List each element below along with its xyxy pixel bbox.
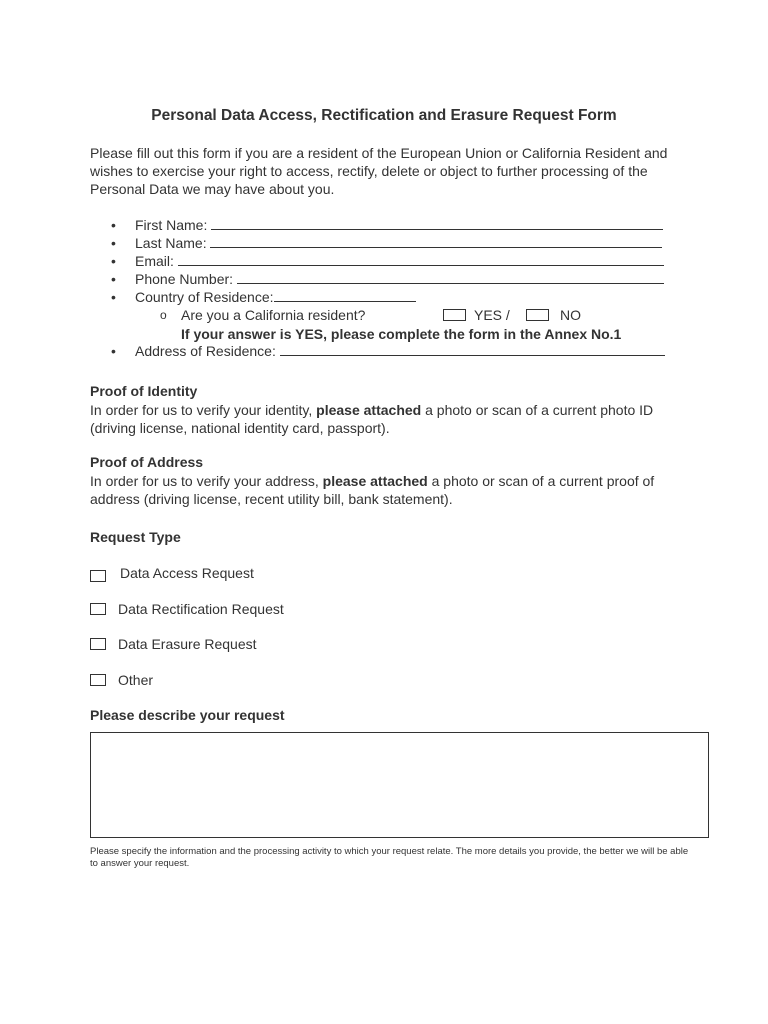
list-item <box>0 234 768 252</box>
last-name-field[interactable] <box>210 234 662 248</box>
email-label: Email: <box>135 253 174 269</box>
other-checkbox[interactable] <box>90 674 106 686</box>
access-label: Data Access Request <box>120 565 254 581</box>
erasure-checkbox[interactable] <box>90 638 106 650</box>
list-item <box>0 216 768 234</box>
proof-address-text: In order for us to verify your address, please attached a photo or scan of a current proof of address (driving license, recent utility bill, bank statement). <box>90 473 655 507</box>
bullet-icon: • <box>111 343 116 359</box>
bullet-icon: • <box>111 253 116 269</box>
bullet-icon: • <box>111 235 116 251</box>
proof-identity-text: In order for us to verify your identity, please attached a photo or scan of a current photo ID (driving license, national identity card, passport). <box>90 402 654 436</box>
request-type-heading: Request Type <box>90 529 181 545</box>
list-item <box>0 342 768 360</box>
other-label: Other <box>118 672 154 688</box>
bullet-icon: • <box>111 217 116 233</box>
bullet-icon: • <box>111 289 116 305</box>
proof-address-heading: Proof of Address <box>90 454 204 470</box>
bullet-icon: • <box>111 271 116 287</box>
access-checkbox[interactable] <box>90 570 106 582</box>
intro-paragraph: Please fill out this form if you are a resident of the European Union or California Resident and wishes to exercise your right to access, rectify, delete or object to further processing of the Personal Data we may have about you. <box>90 145 668 197</box>
list-item <box>0 252 768 270</box>
no-checkbox[interactable] <box>526 309 549 321</box>
email-field[interactable] <box>178 252 664 266</box>
first-name-field[interactable] <box>211 216 663 230</box>
request-description-textarea[interactable] <box>90 732 709 838</box>
california-question: Are you a California resident? <box>181 307 366 323</box>
address-label: Address of Residence: <box>135 343 276 359</box>
proof-identity-heading: Proof of Identity <box>90 383 198 399</box>
address-field[interactable] <box>280 342 665 356</box>
rectification-checkbox[interactable] <box>90 603 106 615</box>
yes-label: YES / <box>474 307 510 323</box>
sub-bullet-icon: o <box>160 308 167 322</box>
list-item <box>0 324 768 342</box>
california-note: If your answer is YES, please complete the form in the Annex No.1 <box>181 326 622 342</box>
country-field[interactable] <box>274 288 416 302</box>
phone-field[interactable] <box>237 270 664 284</box>
list-item <box>0 288 768 306</box>
first-name-label: First Name: <box>135 217 208 233</box>
page-title: Personal Data Access, Rectification and Erasure Request Form <box>151 107 617 124</box>
footnote: Please specify the information and the processing activity to which your request relate. The more details you provide, the better we will be able to answer your request. <box>90 846 689 869</box>
yes-checkbox[interactable] <box>443 309 466 321</box>
describe-heading: Please describe your request <box>90 707 285 723</box>
last-name-label: Last Name: <box>135 235 207 251</box>
rectification-label: Data Rectification Request <box>118 601 284 617</box>
no-label: NO <box>560 307 581 323</box>
country-label: Country of Residence: <box>135 289 274 305</box>
erasure-label: Data Erasure Request <box>118 636 257 652</box>
list-item <box>0 270 768 288</box>
list-item <box>0 306 768 324</box>
personal-fields-list <box>0 216 768 360</box>
phone-label: Phone Number: <box>135 271 234 287</box>
